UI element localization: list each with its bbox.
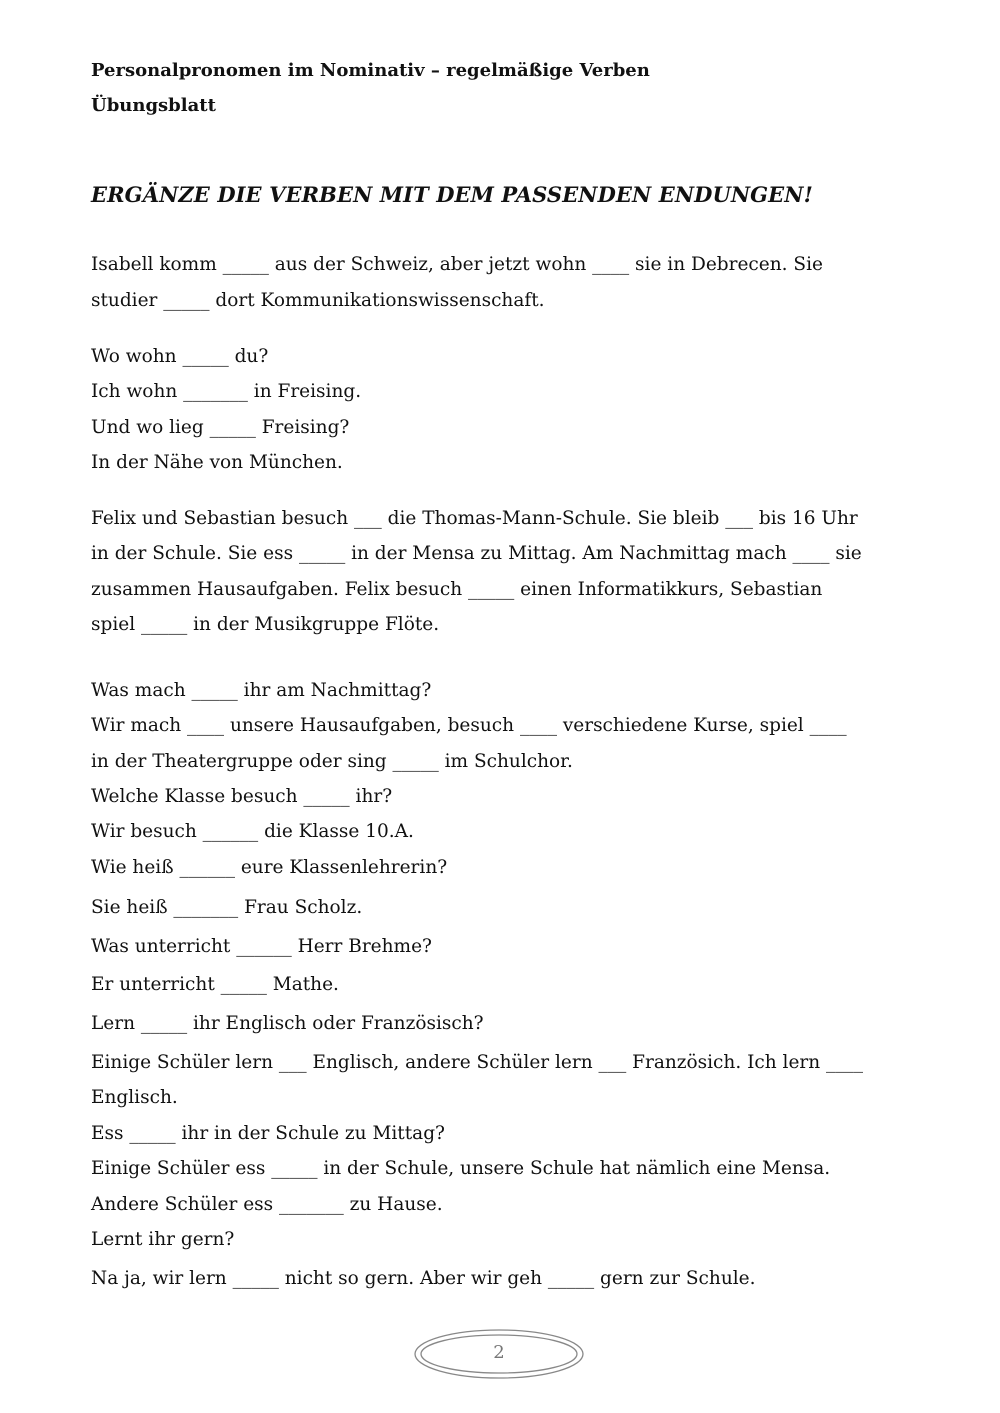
exercise-line: Andere Schüler ess _______ zu Hause.: [91, 1194, 443, 1215]
worksheet-subtitle: Übungsblatt: [91, 95, 216, 116]
exercise-line: In der Nähe von München.: [91, 452, 343, 473]
exercise-line: Welche Klasse besuch _____ ihr?: [91, 786, 393, 807]
exercise-line: Felix und Sebastian besuch ___ die Thomas-Mann-Schule. Sie bleib ___ bis 16 Uhr: [91, 508, 858, 529]
exercise-line: Wir besuch ______ die Klasse 10.A.: [91, 821, 414, 842]
worksheet-title: Personalpronomen im Nominativ – regelmäßige Verben: [91, 60, 650, 81]
exercise-line: Isabell komm _____ aus der Schweiz, aber jetzt wohn ____ sie in Debrecen. Sie: [91, 254, 823, 275]
exercise-line: Ess _____ ihr in der Schule zu Mittag?: [91, 1123, 445, 1144]
exercise-line: Na ja, wir lern _____ nicht so gern. Aber wir geh _____ gern zur Schule.: [91, 1268, 756, 1289]
exercise-line: Lern _____ ihr Englisch oder Französisch?: [91, 1013, 484, 1034]
exercise-line: in der Schule. Sie ess _____ in der Mensa zu Mittag. Am Nachmittag mach ____ sie: [91, 543, 862, 564]
exercise-line: Was unterricht ______ Herr Brehme?: [91, 936, 432, 957]
exercise-line: Ich wohn _______ in Freising.: [91, 381, 362, 402]
exercise-line: Er unterricht _____ Mathe.: [91, 974, 339, 995]
exercise-line: Einige Schüler ess _____ in der Schule, unsere Schule hat nämlich eine Mensa.: [91, 1158, 831, 1179]
exercise-line: in der Theatergruppe oder sing _____ im Schulchor.: [91, 751, 573, 772]
task-instruction: ERGÄNZE DIE VERBEN MIT DEM PASSENDEN ENDUNGEN!: [91, 182, 813, 207]
exercise-line: zusammen Hausaufgaben. Felix besuch _____ einen Informatikkurs, Sebastian: [91, 579, 823, 600]
exercise-line: Und wo lieg _____ Freising?: [91, 417, 350, 438]
exercise-line: studier _____ dort Kommunikationswissenschaft.: [91, 290, 545, 311]
page-number: 2: [493, 1342, 505, 1363]
exercise-line: Einige Schüler lern ___ Englisch, andere Schüler lern ___ Französich. Ich lern ____: [91, 1052, 864, 1073]
exercise-line: Was mach _____ ihr am Nachmittag?: [91, 680, 432, 701]
exercise-line: Englisch.: [91, 1087, 178, 1108]
exercise-line: Lernt ihr gern?: [91, 1229, 235, 1250]
exercise-line: Wie heiß ______ eure Klassenlehrerin?: [91, 857, 448, 878]
exercise-line: Wir mach ____ unsere Hausaufgaben, besuch ____ verschiedene Kurse, spiel ____: [91, 715, 847, 736]
exercise-line: Sie heiß _______ Frau Scholz.: [91, 897, 363, 918]
exercise-line: Wo wohn _____ du?: [91, 346, 269, 367]
exercise-line: spiel _____ in der Musikgruppe Flöte.: [91, 614, 440, 635]
